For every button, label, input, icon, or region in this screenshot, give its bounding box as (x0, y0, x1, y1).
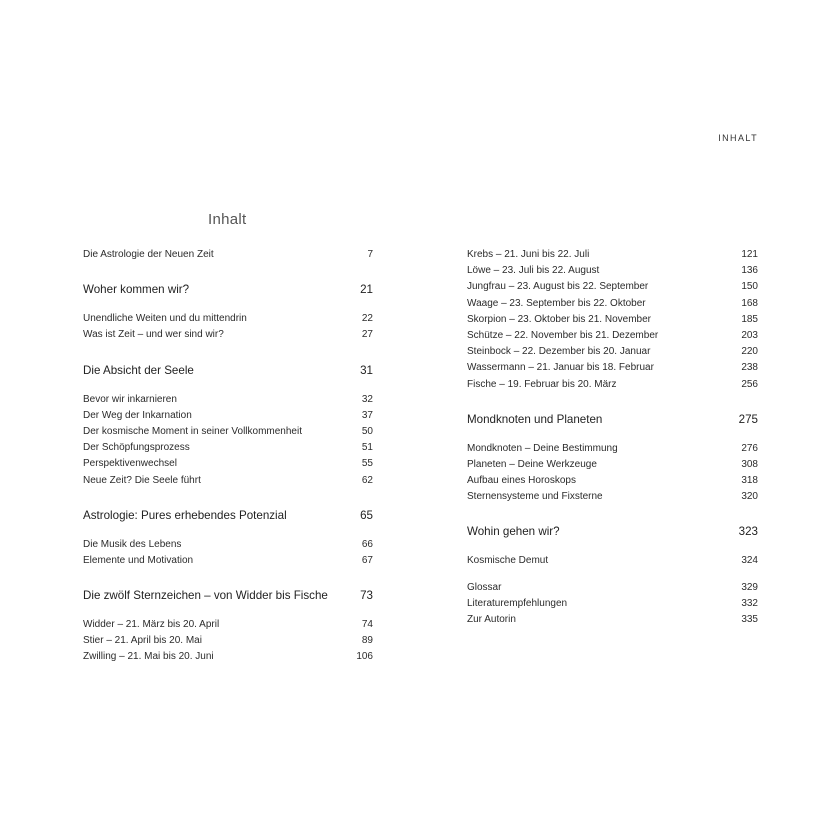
toc-page-number: 27 (361, 329, 373, 341)
toc-page-number: 308 (741, 458, 758, 470)
toc-entry (467, 377, 758, 393)
toc-page-number: 55 (361, 458, 373, 470)
toc-entry (467, 247, 758, 263)
toc-gap (83, 607, 373, 617)
toc-entry (467, 580, 758, 596)
toc-entry (83, 473, 373, 489)
toc-entry-title: Wassermann – 21. Januar bis 18. Februar (467, 362, 654, 374)
toc-page-number: 275 (738, 412, 758, 426)
toc-entry (467, 553, 758, 569)
toc-section-heading (83, 585, 373, 607)
toc-gap (83, 263, 373, 279)
toc-entry (83, 247, 373, 263)
toc-entry-title: Steinbock – 22. Dezember bis 20. Januar (467, 346, 651, 358)
toc-entry-title: Unendliche Weiten und du mittendrin (83, 313, 247, 325)
toc-entry (467, 279, 758, 295)
toc-gap (83, 344, 373, 360)
toc-entry-title: Schütze – 22. November bis 21. Dezember (467, 329, 659, 341)
toc-gap (83, 382, 373, 392)
toc-page-number: 74 (361, 619, 373, 631)
toc-section-heading (83, 505, 373, 527)
toc-entry (467, 596, 758, 612)
toc-entry-title: Der Schöpfungsprozess (83, 442, 190, 454)
toc-entry (467, 263, 758, 279)
toc-section-heading (83, 279, 373, 301)
toc-page-number: 7 (367, 249, 373, 260)
toc-page-number: 318 (741, 475, 758, 487)
toc-page-number: 220 (741, 346, 758, 358)
toc-entry-title: Zur Autorin (467, 614, 516, 625)
toc-page-number: 32 (361, 393, 373, 405)
toc-entry (83, 537, 373, 553)
toc-entry-title: Elemente und Motivation (83, 554, 194, 566)
toc-entry (83, 327, 373, 343)
toc-entry (467, 296, 758, 312)
toc-page-number: 106 (356, 651, 373, 663)
toc-entry (83, 311, 373, 327)
toc-column-right (467, 247, 758, 628)
toc-entry-title: Die Astrologie der Neuen Zeit (83, 249, 214, 260)
toc-section-title: Wohin gehen wir? (467, 525, 560, 539)
toc-page-number: 185 (741, 313, 758, 325)
toc-page-number: 324 (741, 555, 758, 567)
toc-entry-title: Stier – 21. April bis 20. Mai (83, 635, 202, 647)
toc-page-number: 65 (360, 508, 373, 522)
toc-entry (467, 457, 758, 473)
toc-page-number: 66 (361, 538, 373, 550)
toc-page-number: 323 (738, 525, 758, 539)
toc-entry-title: Die Musik des Lebens (83, 538, 182, 550)
toc-entry-title: Fische – 19. Februar bis 20. März (467, 378, 617, 390)
toc-page-number: 256 (741, 378, 758, 390)
toc-page-number: 203 (741, 329, 758, 341)
toc-entry-title: Zwilling – 21. Mai bis 20. Juni (83, 651, 214, 663)
toc-spacer (467, 570, 758, 580)
page-title: Inhalt (208, 211, 247, 228)
toc-entry (467, 328, 758, 344)
toc-entry-title: Skorpion – 23. Oktober bis 21. November (467, 313, 651, 325)
toc-entry (83, 392, 373, 408)
toc-section-heading (467, 409, 758, 431)
toc-entry-title: Perspektivenwechsel (83, 458, 177, 470)
toc-entry (83, 440, 373, 456)
toc-entry-title: Der kosmische Moment in seiner Vollkommenheit (83, 425, 302, 437)
toc-entry (83, 633, 373, 649)
toc-page-number: 73 (360, 589, 373, 603)
toc-gap (467, 505, 758, 521)
toc-page-number: 238 (741, 362, 758, 374)
toc-entry-title: Krebs – 21. Juni bis 22. Juli (467, 249, 590, 260)
toc-page-number: 136 (741, 265, 758, 277)
toc-entry-title: Der Weg der Inkarnation (83, 409, 192, 421)
toc-column-left (83, 247, 373, 666)
toc-entry (83, 649, 373, 665)
toc-page-number: 67 (361, 554, 373, 566)
toc-page-number: 31 (360, 363, 373, 377)
toc-section-title: Die Absicht der Seele (83, 363, 194, 377)
toc-entry (83, 617, 373, 633)
toc-entry-title: Sternensysteme und Fixsterne (467, 491, 603, 503)
toc-entry-title: Was ist Zeit – und wer sind wir? (83, 329, 224, 341)
toc-entry (83, 424, 373, 440)
toc-page-number: 37 (361, 409, 373, 421)
toc-entry-title: Waage – 23. September bis 22. Oktober (467, 297, 646, 309)
toc-page-number: 276 (741, 442, 758, 454)
toc-entry-title: Widder – 21. März bis 20. April (83, 619, 220, 631)
toc-entry-title: Neue Zeit? Die Seele führt (83, 474, 201, 486)
toc-section-title: Die zwölf Sternzeichen – von Widder bis Fische (83, 589, 328, 603)
toc-page-number: 50 (361, 425, 373, 437)
toc-page-number: 320 (741, 491, 758, 503)
toc-page-number: 62 (361, 474, 373, 486)
toc-entry (467, 489, 758, 505)
toc-entry (467, 344, 758, 360)
toc-page-number: 89 (361, 635, 373, 647)
toc-section-title: Woher kommen wir? (83, 283, 190, 297)
toc-page-number: 51 (361, 442, 373, 454)
toc-entry-title: Kosmische Demut (467, 555, 549, 567)
toc-entry-title: Literaturempfehlungen (467, 597, 568, 609)
toc-page-number: 150 (741, 281, 758, 293)
running-head: INHALT (718, 133, 758, 143)
toc-entry-title: Bevor wir inkarnieren (83, 393, 177, 405)
toc-entry-title: Jungfrau – 23. August bis 22. September (467, 281, 649, 293)
toc-entry (467, 441, 758, 457)
toc-entry (467, 612, 758, 628)
toc-page-number: 332 (741, 597, 758, 609)
toc-gap (83, 569, 373, 585)
toc-entry (467, 360, 758, 376)
toc-section-heading (467, 521, 758, 543)
toc-gap (83, 489, 373, 505)
toc-page-number: 329 (741, 581, 758, 593)
toc-entry-title: Planeten – Deine Werkzeuge (467, 458, 597, 470)
toc-entry-title: Löwe – 23. Juli bis 22. August (467, 265, 600, 277)
toc-entry (467, 312, 758, 328)
toc-page-number: 21 (360, 283, 373, 297)
toc-entry-title: Mondknoten – Deine Bestimmung (467, 442, 618, 454)
toc-entry-title: Glossar (467, 581, 502, 593)
toc-entry (83, 456, 373, 472)
toc-page-number: 121 (741, 249, 758, 260)
toc-gap (83, 301, 373, 311)
toc-page-number: 335 (741, 614, 758, 625)
toc-section-heading (83, 360, 373, 382)
toc-gap (467, 431, 758, 441)
toc-page-number: 168 (741, 297, 758, 309)
toc-section-title: Astrologie: Pures erhebendes Potenzial (83, 508, 287, 522)
toc-gap (83, 527, 373, 537)
toc-entry (83, 408, 373, 424)
toc-gap (467, 393, 758, 409)
toc-entry (467, 473, 758, 489)
toc-entry-title: Aufbau eines Horoskops (467, 475, 576, 487)
toc-section-title: Mondknoten und Planeten (467, 412, 603, 426)
toc-entry (83, 553, 373, 569)
toc-page-number: 22 (361, 313, 373, 325)
toc-gap (467, 543, 758, 553)
